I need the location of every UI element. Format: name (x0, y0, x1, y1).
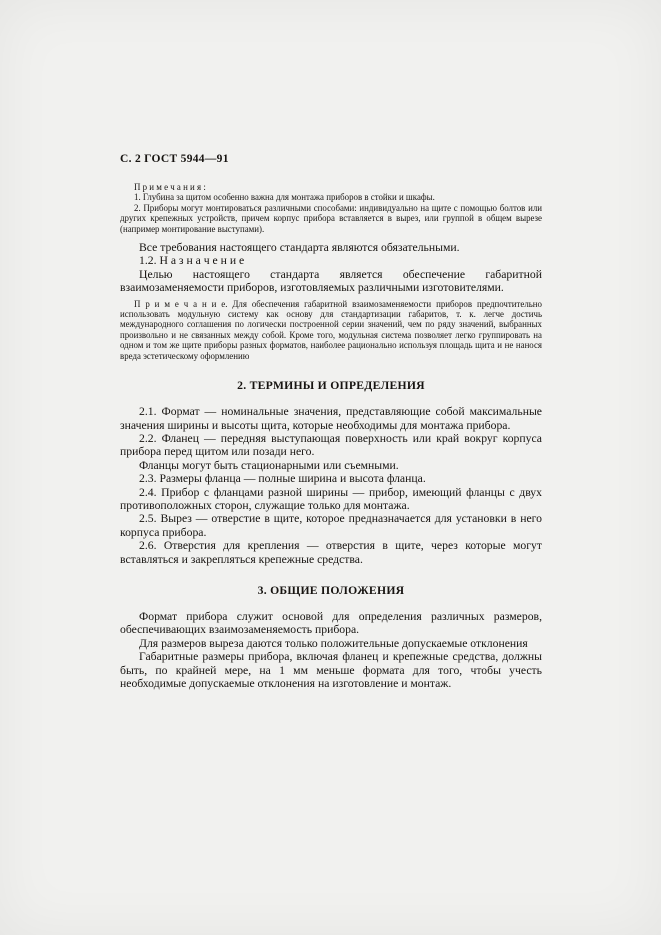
term-mounting-holes: 2.6. Отверстия для крепления — отверстия в щите, через которые могут вставляться и закрепляться крепежные средства. (120, 539, 542, 566)
paragraph-requirements: Все требования настоящего стандарта являются обязательными. (139, 241, 460, 255)
general-paragraph-3: Габаритные размеры прибора, включая фланец и крепежные средства, должны быть, по крайней мере, на 1 мм меньше формата для того, чтобы учесть необходимые допускаемые отклонения на изготовление и монтаж. (120, 650, 542, 690)
paragraph-purpose: Целью настоящего стандарта является обеспечение габаритной взаимозаменяемости приборов, изготовляемых различными изготовителями. (120, 267, 542, 295)
term-cutout: 2.5. Вырез — отверстие в щите, которое предназначается для установки в него корпуса прибора. (120, 512, 542, 539)
note-item-1: 1. Глубина за щитом особенно важна для монтажа приборов в стойки и шкафы. (134, 192, 435, 203)
general-paragraph-1: Формат прибора служит основой для определения различных размеров, обеспечивающих взаимозаменяемость прибора. (120, 609, 542, 637)
notes-label: П р и м е ч а н и я : (134, 182, 206, 192)
general-paragraph-2: Для размеров выреза даются только положительные допускаемые отклонения (139, 636, 528, 650)
term-flange-sizes: 2.3. Размеры фланца — полные ширина и высота фланца. (139, 472, 426, 486)
text-column (120, 153, 542, 690)
note-item-2: 2. Приборы могут монтироваться различными способами: индивидуально на щите с помощью болтов или других крепежных устройств, причем корпус прибора вставляется в вырез, или группой в общем вырезе (например монтирование выступами). (120, 202, 542, 234)
term-flange-note: Фланцы могут быть стационарными или съемными. (139, 458, 399, 472)
term-format: 2.1. Формат — номинальные значения, представляющие собой максимальные значения ширины и высоты щита, которые необходимы для монтажа прибора. (120, 405, 542, 432)
term-device-flanges: 2.4. Прибор с фланцами разной ширины — прибор, имеющий фланцы с двух противоположных сторон, служащие только для монтажа. (120, 485, 542, 512)
section-2-heading: 2. ТЕРМИНЫ И ОПРЕДЕЛЕНИЯ (237, 379, 425, 393)
section-3-heading: 3. ОБЩИЕ ПОЛОЖЕНИЯ (257, 583, 405, 597)
note-paragraph: П р и м е ч а н и е. Для обеспечения габаритной взаимозаменяемости приборов предпочтительно использовать модульную систему как основу для стандартизации габаритов, т. к. легче достичь международного соглашения по логически построенной серии значений, чем по ряду значений, выбранных произвольно и не связанных между собой. Кроме того, модульная система позволяет легко группировать на одном и том же щите приборы разных форматов, наиболее рационально используя площадь щита и не нанося вреда эстетическому оформлению (120, 298, 542, 361)
subsection-title-1-2: 1.2. Н а з н а ч е н и е (139, 254, 245, 268)
page-header: С. 2 ГОСТ 5944—91 (120, 153, 229, 165)
term-flange: 2.2. Фланец — передняя выступающая поверхность или край вокруг корпуса прибора перед щитом или позади него. (120, 431, 542, 459)
